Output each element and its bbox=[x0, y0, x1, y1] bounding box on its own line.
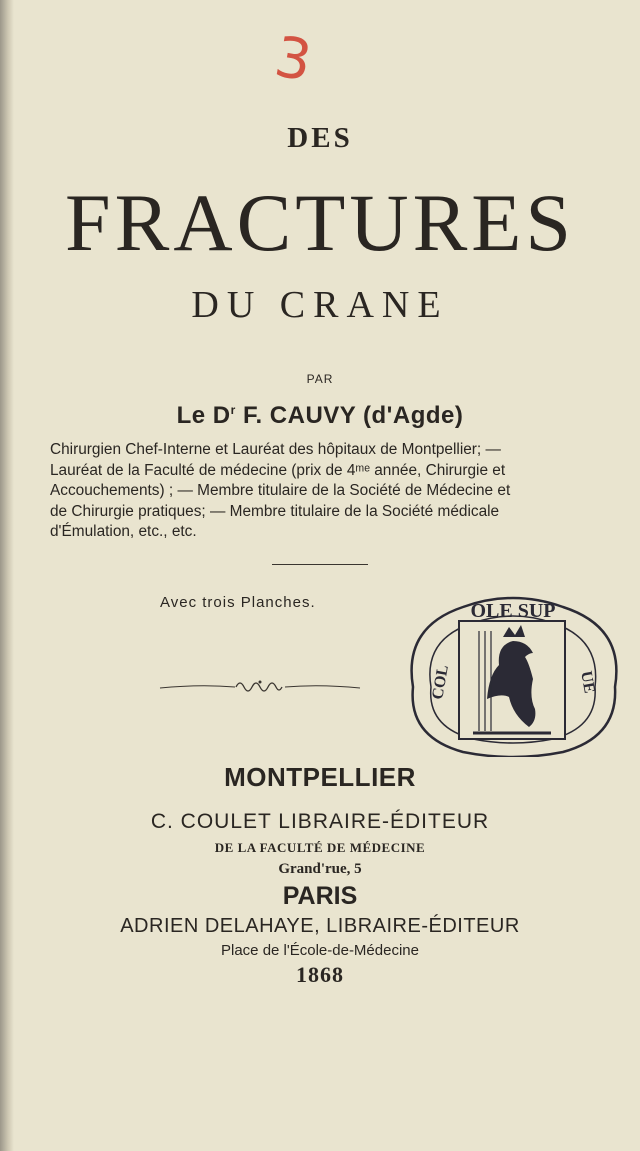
by-label: PAR bbox=[306, 372, 334, 386]
credentials-line: d'Émulation, etc., etc. bbox=[50, 523, 197, 540]
author-credentials bbox=[50, 440, 606, 543]
plates-note: Avec trois Planches. bbox=[160, 594, 316, 611]
imprint-faculty-note: DE LA FACULTÉ DE MÉDECINE bbox=[214, 840, 426, 855]
imprint-city-paris: PARIS bbox=[282, 882, 358, 910]
author-name: F. CAUVY (d'Agde) bbox=[235, 402, 464, 429]
author-sup: r bbox=[230, 403, 236, 417]
credentials-line: Accouchements) ; — Membre titulaire de la Société de Médecine et bbox=[50, 482, 511, 499]
sub-title: DU CRANE bbox=[191, 284, 449, 326]
imprint-publisher-delahaye: ADRIEN DELAHAYE, LIBRAIRE-ÉDITEUR bbox=[120, 915, 520, 937]
stamp-text-top: OLE SUP bbox=[470, 600, 556, 622]
main-title: FRACTURES bbox=[65, 177, 575, 268]
pre-title: DES bbox=[287, 122, 353, 154]
author-line bbox=[0, 402, 640, 430]
credentials-line: Lauréat de la Faculté de médecine (prix de 4ᵐᵉ année, Chirurgie et bbox=[50, 461, 506, 479]
library-stamp bbox=[393, 587, 631, 757]
credentials-line: de Chirurgie pratiques; — Membre titulaire de la Société médicale bbox=[50, 502, 500, 520]
stamp-text-right: UE bbox=[577, 669, 598, 695]
printer-ornament bbox=[140, 670, 380, 700]
imprint-address-2: Place de l'École-de-Médecine bbox=[221, 942, 419, 959]
imprint-publisher-coulet: C. COULET LIBRAIRE-ÉDITEUR bbox=[150, 810, 490, 833]
imprint-address-1: Grand'rue, 5 bbox=[278, 861, 362, 877]
credentials-line: Chirurgien Chef-Interne et Lauréat des hôpitaux de Montpellier; — bbox=[50, 441, 501, 458]
imprint-year: 1868 bbox=[296, 962, 344, 987]
pencil-mark: 3 bbox=[269, 24, 317, 95]
stamp-text-left: COL bbox=[429, 663, 452, 701]
author-prefix: Le D bbox=[176, 402, 231, 429]
imprint-city-montpellier: MONTPELLIER bbox=[224, 762, 416, 792]
divider-rule bbox=[272, 564, 368, 565]
